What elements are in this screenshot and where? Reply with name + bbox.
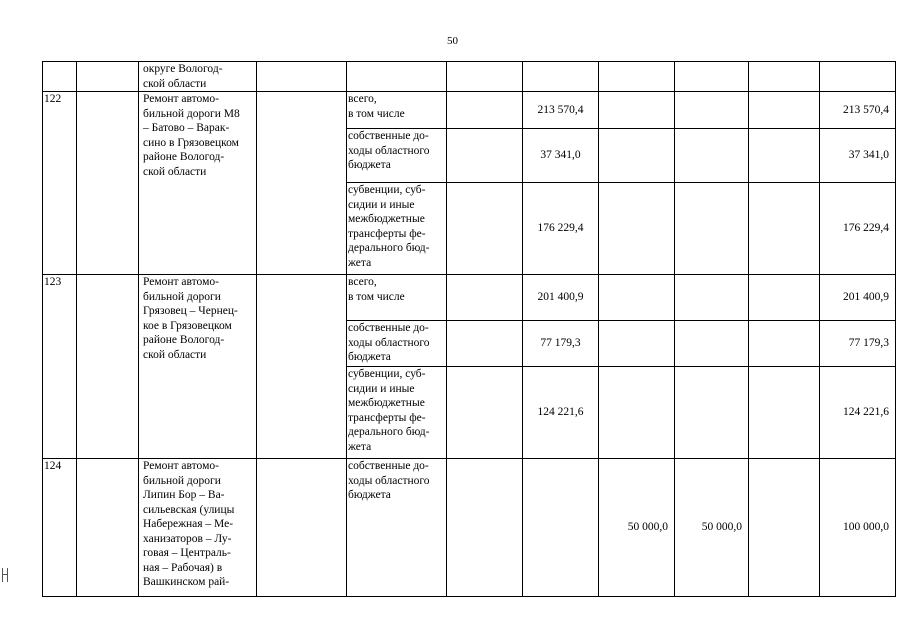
funding-source-cell: субвенции, суб- сидии и иные межбюджетные трансферты фе- дерального бюд- жета xyxy=(347,367,447,459)
total-amount-cell: 213 570,4 xyxy=(820,92,896,129)
object-name-cell: округе Вологод- ской области xyxy=(139,62,257,92)
funding-source-cell: собственные до- ходы областного бюджета xyxy=(347,129,447,183)
funding-source-cell xyxy=(347,62,447,92)
amount-cell xyxy=(599,275,675,321)
funding-source-cell: субвенции, суб- сидии и иные межбюджетные трансферты фе- дерального бюд- жета xyxy=(347,183,447,275)
amount-cell: 77 179,3 xyxy=(523,321,599,367)
amount-cell xyxy=(749,183,820,275)
budget-table xyxy=(42,61,896,597)
amount-cell xyxy=(447,321,523,367)
object-name-cell: Ремонт автомо- бильной дороги М8 – Батово – Варак- сино в Грязовецком районе Вологод- ской области xyxy=(139,92,257,275)
amount-cell xyxy=(749,62,820,92)
empty-cell xyxy=(257,92,347,275)
row-number-cell: 124 xyxy=(43,459,77,597)
amount-cell xyxy=(599,92,675,129)
scan-edge-mark xyxy=(2,568,8,582)
amount-cell xyxy=(447,183,523,275)
row-number-cell: 123 xyxy=(43,275,77,459)
total-amount-cell: 100 000,0 xyxy=(820,459,896,597)
amount-cell: 201 400,9 xyxy=(523,275,599,321)
code-cell xyxy=(77,459,139,597)
code-cell xyxy=(77,62,139,92)
table-row xyxy=(43,92,896,129)
table-row xyxy=(43,459,896,597)
table-row xyxy=(43,62,896,92)
amount-cell: 50 000,0 xyxy=(675,459,749,597)
empty-cell xyxy=(257,62,347,92)
row-number-cell: 122 xyxy=(43,92,77,275)
amount-cell xyxy=(749,92,820,129)
amount-cell xyxy=(523,459,599,597)
total-amount-cell: 124 221,6 xyxy=(820,367,896,459)
amount-cell xyxy=(675,92,749,129)
amount-cell xyxy=(599,62,675,92)
amount-cell: 124 221,6 xyxy=(523,367,599,459)
object-name-cell: Ремонт автомо- бильной дороги Липин Бор – Ва- сильевская (улицы Набережная – Ме- ханизаторов – Лу- говая – Централь- ная – Рабочая) в Вашкинском рай- xyxy=(139,459,257,597)
funding-source-cell: собственные до- ходы областного бюджета xyxy=(347,321,447,367)
amount-cell xyxy=(749,321,820,367)
code-cell xyxy=(77,92,139,275)
amount-cell xyxy=(675,62,749,92)
amount-cell xyxy=(599,129,675,183)
total-amount-cell: 77 179,3 xyxy=(820,321,896,367)
amount-cell xyxy=(447,92,523,129)
total-amount-cell xyxy=(820,62,896,92)
amount-cell xyxy=(675,367,749,459)
empty-cell xyxy=(257,459,347,597)
amount-cell xyxy=(447,62,523,92)
amount-cell: 176 229,4 xyxy=(523,183,599,275)
table-row xyxy=(43,275,896,321)
amount-cell xyxy=(447,367,523,459)
funding-source-cell: всего, в том числе xyxy=(347,92,447,129)
empty-cell xyxy=(257,275,347,459)
amount-cell xyxy=(599,183,675,275)
amount-cell: 50 000,0 xyxy=(599,459,675,597)
amount-cell xyxy=(749,129,820,183)
code-cell xyxy=(77,275,139,459)
amount-cell xyxy=(447,129,523,183)
amount-cell xyxy=(675,183,749,275)
amount-cell xyxy=(675,129,749,183)
total-amount-cell: 37 341,0 xyxy=(820,129,896,183)
amount-cell xyxy=(447,459,523,597)
row-number-cell xyxy=(43,62,77,92)
amount-cell xyxy=(599,321,675,367)
object-name-cell: Ремонт автомо- бильной дороги Грязовец – Чернец- кое в Грязовецком районе Вологод- ской области xyxy=(139,275,257,459)
amount-cell xyxy=(749,459,820,597)
amount-cell xyxy=(523,62,599,92)
funding-source-cell: всего, в том числе xyxy=(347,275,447,321)
amount-cell xyxy=(749,367,820,459)
amount-cell: 37 341,0 xyxy=(523,129,599,183)
total-amount-cell: 176 229,4 xyxy=(820,183,896,275)
funding-source-cell: собственные до- ходы областного бюджета xyxy=(347,459,447,597)
total-amount-cell: 201 400,9 xyxy=(820,275,896,321)
amount-cell xyxy=(749,275,820,321)
page-number: 50 xyxy=(447,35,458,47)
amount-cell xyxy=(599,367,675,459)
amount-cell: 213 570,4 xyxy=(523,92,599,129)
amount-cell xyxy=(447,275,523,321)
amount-cell xyxy=(675,321,749,367)
amount-cell xyxy=(675,275,749,321)
